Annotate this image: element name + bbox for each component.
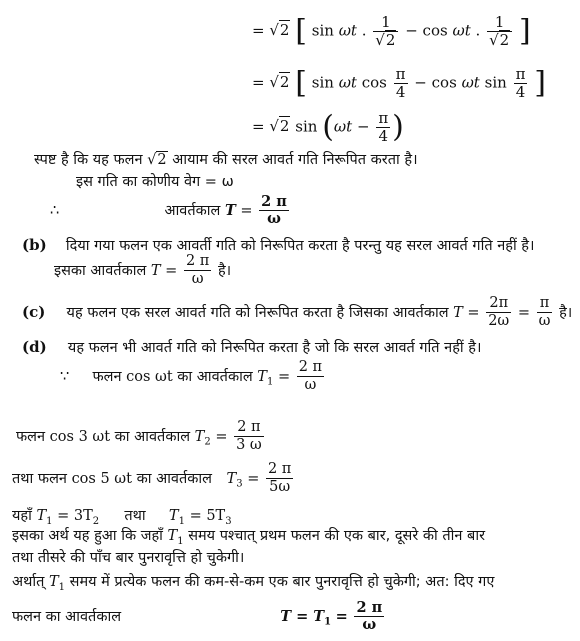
sqrt-2: √2 [269, 21, 290, 40]
equation-line-1: = √2 [ sin ωt . $\frac{1}{√2}$ − cos ωt . $\frac{1}{√2}$ ] [252, 13, 531, 49]
paragraph-line-3: अर्थात् $T_1$ समय में प्रत्येक फलन की कम-से-कम एक बार पुनरावृत्ति हो चुकेगी; अत: दिए गए [12, 574, 495, 593]
text-period-a: ∴ आवर्तकाल T = $\frac{2 \pi}{\omega}$ [50, 193, 287, 227]
final-period: फलन का आवर्तकाल $T = T_1$ = $\frac{2 \pi}{\omega}$ [12, 599, 383, 633]
fraction-pi-over-4-b: $\frac{\pi}{4}$ [515, 65, 526, 101]
part-b-line-2: इसका आवर्तकाल T = $\frac{2 \pi}{\omega}$ है। [54, 253, 232, 287]
equals-sign: = [252, 21, 265, 40]
part-b-line-1: (b) दिया गया फलन एक आवर्ती गति को निरूपित करता है परन्तु यह सरल आवर्त गति नहीं है। [22, 236, 535, 254]
part-d-line-2: ∵ फलन cos ωt का आवर्तकाल $T_1$ = $\frac{2 \pi}{\omega}$ [60, 359, 323, 393]
text-amplitude: स्पष्ट है कि यह फलन √2 आयाम की सरल आवर्त गति निरूपित करता है। [34, 152, 418, 168]
paragraph-line-1: इसका अर्थ यह हुआ कि जहाँ $T_1$ समय पश्चात् प्रथम फलन की एक बार, दूसरे की तीन बार [12, 528, 486, 547]
fraction-1-over-root2: $\frac{1}{√2}$ [373, 14, 398, 49]
equation-line-2: = √2 [ sin ωt cos $\frac{\pi}{4}$ − cos ωt sin $\frac{\pi}{4}$ ] [252, 65, 546, 101]
relation-line: यहाँ $T_1 = 3T_2$ तथा $T_1 = 5T_3$ [12, 508, 232, 527]
period-cos3: फलन cos 3 ωt का आवर्तकाल $T_2$ = $\frac{2 \pi}{3 \omega}$ [16, 419, 262, 453]
part-c: (c) यह फलन एक सरल आवर्त गति को निरूपित करता है जिसका आवर्तकाल T = $\frac{2\pi}{2\omega}$ = $\frac{\pi}{\omega}$ है। [22, 295, 573, 329]
fraction-pi-over-4: $\frac{\pi}{4}$ [395, 65, 406, 101]
equation-line-3: = √2 sin (ωt − $\frac{\pi}{4}$ ) [252, 109, 404, 145]
sin-fn: sin [311, 21, 334, 40]
paragraph-line-2: तथा तीसरे की पाँच बार पुनरावृत्ति हो चुकेगी। [12, 550, 245, 566]
period-cos5: तथा फलन cos 5 ωt का आवर्तकाल $T_3$ = $\frac{2 \pi}{5\omega}$ [12, 461, 292, 495]
text-angular-velocity: इस गति का कोणीय वेग = ω [76, 174, 234, 190]
part-d-line-1: (d) यह फलन भी आवर्त गति को निरूपित करता है जो कि सरल आवर्त गति नहीं है। [22, 338, 482, 356]
fraction-1-over-root2-b: $\frac{1}{√2}$ [487, 14, 512, 49]
